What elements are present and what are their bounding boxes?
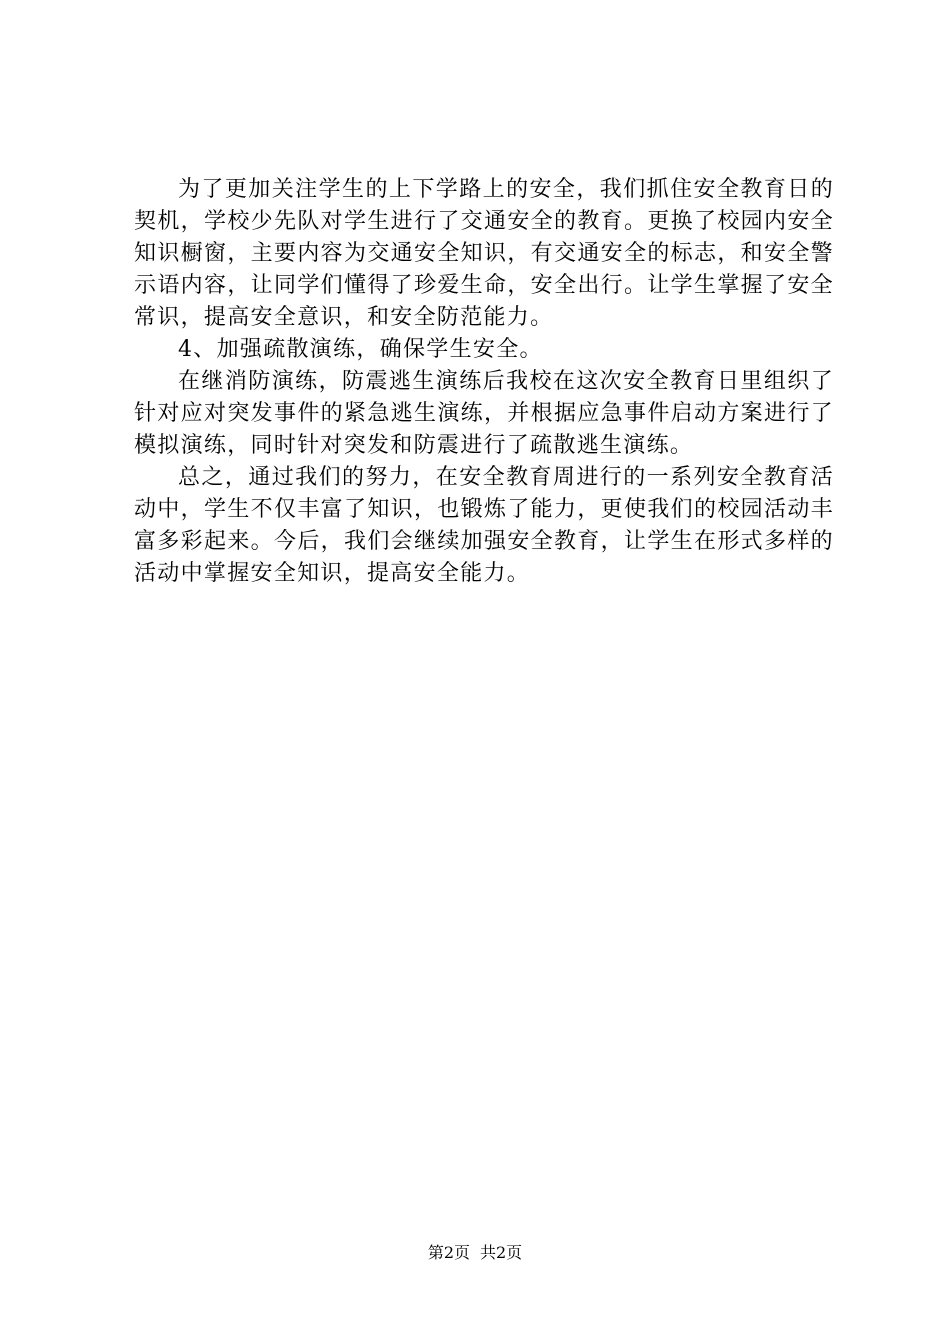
paragraph-evacuation-drill: 在继消防演练，防震逃生演练后我校在这次安全教育日里组织了针对应对突发事件的紧急逃生演练，并根据应急事件启动方案进行了模拟演练，同时针对突发和防震进行了疏散逃生演练。 <box>134 369 834 458</box>
paragraph-conclusion: 总之，通过我们的努力，在安全教育周进行的一系列安全教育活动中，学生不仅丰富了知识，也锻炼了能力，更使我们的校园活动丰富多彩起来。今后，我们会继续加强安全教育，让学生在形式多样的活动中掌握安全知识，提高安全能力。 <box>134 465 834 586</box>
page-footer <box>0 1241 950 1265</box>
document-body <box>134 174 834 590</box>
page-number-total: 共2页 <box>480 1243 523 1262</box>
page-number-current: 第2页 <box>427 1243 470 1262</box>
paragraph-heading-evacuation: 4、加强疏散演练，确保学生安全。 <box>178 337 543 362</box>
paragraph-traffic-safety: 为了更加关注学生的上下学路上的安全，我们抓住安全教育日的契机，学校少先队对学生进行了交通安全的教育。更换了校园内安全知识橱窗，主要内容为交通安全知识，有交通安全的标志，和安全警示语内容，让同学们懂得了珍爱生命，安全出行。让学生掌握了安全常识，提高安全意识，和安全防范能力。 <box>134 177 834 330</box>
